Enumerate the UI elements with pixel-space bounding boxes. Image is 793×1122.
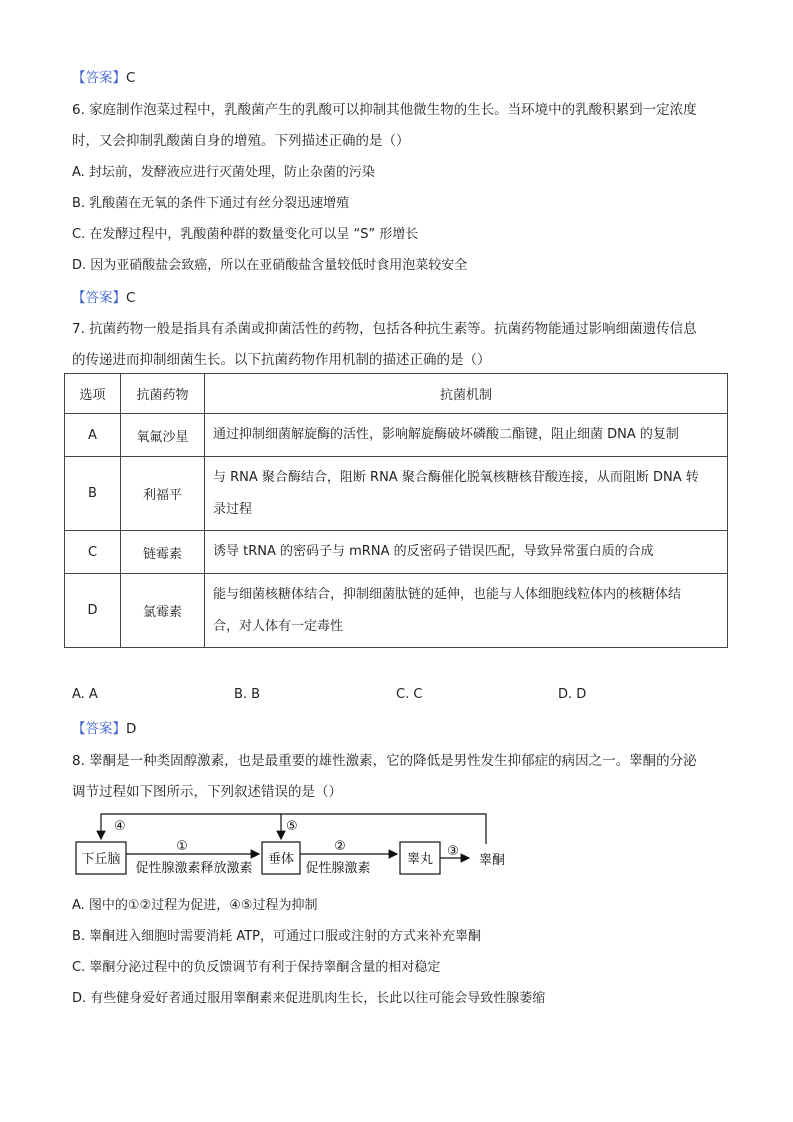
table-row	[65, 574, 728, 648]
answer-tag: 【答案】	[72, 290, 126, 306]
row-drug: 利福平	[121, 457, 205, 531]
answer-line	[72, 286, 135, 306]
mechanism-text: 录过程	[213, 501, 253, 517]
question-8-option-c: C. 睾酮分泌过程中的负反馈调节有利于保持睾酮含量的相对稳定	[72, 960, 441, 975]
question-6-option-d: D. 因为亚硝酸盐会致癌，所以在亚硝酸盐含量较低时食用泡菜较安全	[72, 258, 468, 273]
step-3-number: ③	[447, 844, 459, 859]
header-mechanism: 抗菌机制	[205, 374, 728, 414]
answer-line	[72, 66, 135, 86]
table-row	[65, 531, 728, 574]
step-4-number: ④	[114, 819, 126, 834]
table-row	[65, 457, 728, 531]
row-mechanism	[205, 574, 728, 648]
answer-tag: 【答案】	[72, 721, 126, 737]
step-1-number: ①	[176, 839, 188, 854]
answer-value: D	[126, 721, 137, 737]
testis-label: 睾丸	[406, 852, 434, 867]
question-8-option-a: A. 图中的①②过程为促进，④⑤过程为抑制	[72, 898, 318, 913]
question-7-line-2: 的传递进而抑制细菌生长。以下抗菌药物作用机制的描述正确的是（）	[72, 352, 491, 368]
question-7-choice-a: A. A	[72, 687, 98, 702]
question-7-choice-c: C. C	[396, 687, 423, 702]
question-6-line-1: 6. 家庭制作泡菜过程中，乳酸菌产生的乳酸可以抑制其他微生物的生长。当环境中的乳酸积累到一定浓度	[72, 102, 697, 118]
mechanism-text: 通过抑制细菌解旋酶的活性，影响解旋酶破坏磷酸二酯键，阻止细菌 DNA 的复制	[213, 427, 679, 442]
answer-tag: 【答案】	[72, 70, 126, 86]
pituitary-label: 垂体	[267, 852, 295, 867]
table-row	[65, 414, 728, 457]
step-2-number: ②	[334, 839, 346, 854]
row-option: C	[65, 531, 121, 574]
question-6-option-b: B. 乳酸菌在无氧的条件下通过有丝分裂迅速增殖	[72, 196, 350, 211]
question-8-option-b: B. 睾酮进入细胞时需要消耗 ATP，可通过口服或注射的方式来补充睾酮	[72, 929, 481, 944]
step-5-number: ⑤	[286, 819, 298, 834]
question-6-option-a: A. 封坛前，发酵液应进行灭菌处理，防止杂菌的污染	[72, 165, 375, 180]
table-header-row	[65, 374, 728, 414]
row-mechanism	[205, 414, 728, 457]
row-drug: 氧氟沙星	[121, 414, 205, 457]
row-option: A	[65, 414, 121, 457]
mechanism-text: 与 RNA 聚合酶结合，阻断 RNA 聚合酶催化脱氧核糖核苷酸连接，从而阻断 DNA 转	[213, 469, 699, 485]
mechanism-text: 合，对人体有一定毒性	[213, 618, 344, 634]
question-7-choice-d: D. D	[558, 687, 587, 702]
testosterone-label: 睾酮	[478, 853, 506, 868]
row-mechanism	[205, 457, 728, 531]
answer-value: C	[126, 290, 136, 306]
header-drug: 抗菌药物	[121, 374, 205, 414]
question-6-option-c: C. 在发酵过程中，乳酸菌种群的数量变化可以呈 “S” 形增长	[72, 227, 419, 242]
testosterone-regulation-diagram	[70, 812, 530, 888]
question-8-option-d: D. 有些健身爱好者通过服用睾酮素来促进肌肉生长，长此以往可能会导致性腺萎缩	[72, 991, 546, 1006]
question-7-choice-b: B. B	[234, 687, 261, 702]
question-8-line-1: 8. 睾酮是一种类固醇激素，也是最重要的雄性激素，它的降低是男性发生抑郁症的病因之一。睾酮的分泌	[72, 753, 697, 769]
mechanism-text: 诱导 tRNA 的密码子与 mRNA 的反密码子错误匹配，导致异常蛋白质的合成	[213, 544, 654, 559]
antibiotic-mechanism-table	[64, 373, 728, 648]
answer-value: C	[126, 70, 136, 86]
row-drug: 氯霉素	[121, 574, 205, 648]
question-7-line-1: 7. 抗菌药物一般是指具有杀菌或抑菌活性的药物，包括各种抗生素等。抗菌药物能通过影响细菌遗传信息	[72, 321, 697, 337]
question-8-line-2: 调节过程如下图所示，下列叙述错误的是（）	[72, 784, 342, 800]
row-drug: 链霉素	[121, 531, 205, 574]
row-option: D	[65, 574, 121, 648]
mechanism-text: 能与细菌核糖体结合，抑制细菌肽链的延伸，也能与人体细胞线粒体内的核糖体结	[213, 586, 682, 602]
answer-line	[72, 717, 136, 737]
hypothalamus-label: 下丘脑	[81, 852, 121, 867]
gth-label: 促性腺激素	[305, 861, 371, 876]
row-mechanism	[205, 531, 728, 574]
row-option: B	[65, 457, 121, 531]
header-option: 选项	[65, 374, 121, 414]
gnrh-label: 促性腺激素释放激素	[135, 861, 253, 876]
question-6-line-2: 时，又会抑制乳酸菌自身的增殖。下列描述正确的是（）	[72, 133, 410, 149]
